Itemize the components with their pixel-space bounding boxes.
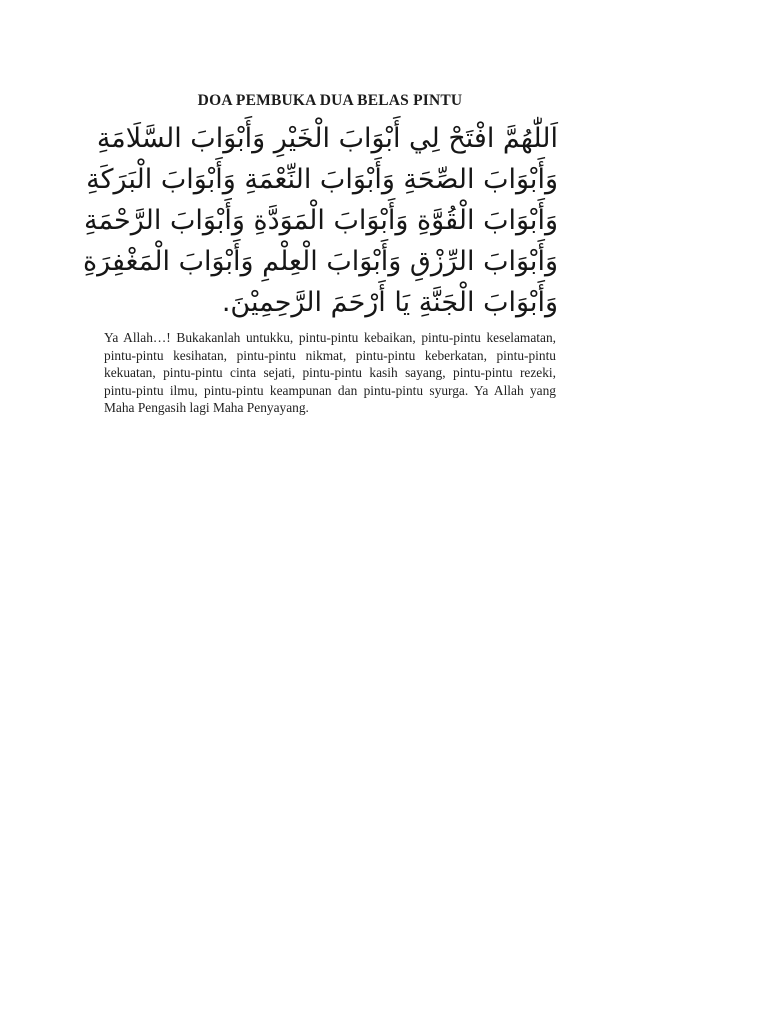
arabic-line-2: وَأَبْوَابَ الصِّحَةِ وَأَبْوَابَ النِّعْمَةِ وَأَبْوَابَ الْبَرَكَةِ [86, 164, 558, 195]
translation-line-2: pintu-pintu kesihatan, pintu-pintu nikmat, pintu-pintu keberkatan, pintu-pintu [104, 347, 556, 363]
translation-line-1: Ya Allah…! Bukakanlah untukku, pintu-pintu kebaikan, pintu-pintu keselamatan, [104, 330, 556, 345]
translation-line-3: kekuatan, pintu-pintu cinta sejati, pintu-pintu kasih sayang, pintu-pintu rezeki, [104, 365, 556, 381]
arabic-prayer [82, 118, 558, 323]
arabic-line-1: اَللّٰهُمَّ افْتَحْ لِي أَبْوَابَ الْخَيْرِ وَأَبْوَابَ السَّلَامَةِ [96, 123, 558, 154]
arabic-line-5: وَأَبْوَابَ الْجَنَّةِ يَا أَرْحَمَ الرَّحِمِيْنَ. [221, 287, 558, 318]
arabic-line-3: وَأَبْوَابَ الْقُوَّةِ وَأَبْوَابَ الْمَوَدَّةِ وَأَبْوَابَ الرَّحْمَةِ [83, 205, 558, 236]
translation-paragraph [104, 329, 556, 417]
translation-line-5: Maha Pengasih lagi Maha Penyayang. [104, 400, 309, 416]
page-title: DOA PEMBUKA DUA BELAS PINTU [197, 92, 463, 109]
arabic-line-4: وَأَبْوَابَ الرِّزْقِ وَأَبْوَابَ الْعِلْمِ وَأَبْوَابَ الْمَغْفِرَةِ [82, 246, 558, 277]
translation-line-4: pintu-pintu ilmu, pintu-pintu keampunan dan pintu-pintu syurga. Ya Allah yang [104, 382, 556, 398]
